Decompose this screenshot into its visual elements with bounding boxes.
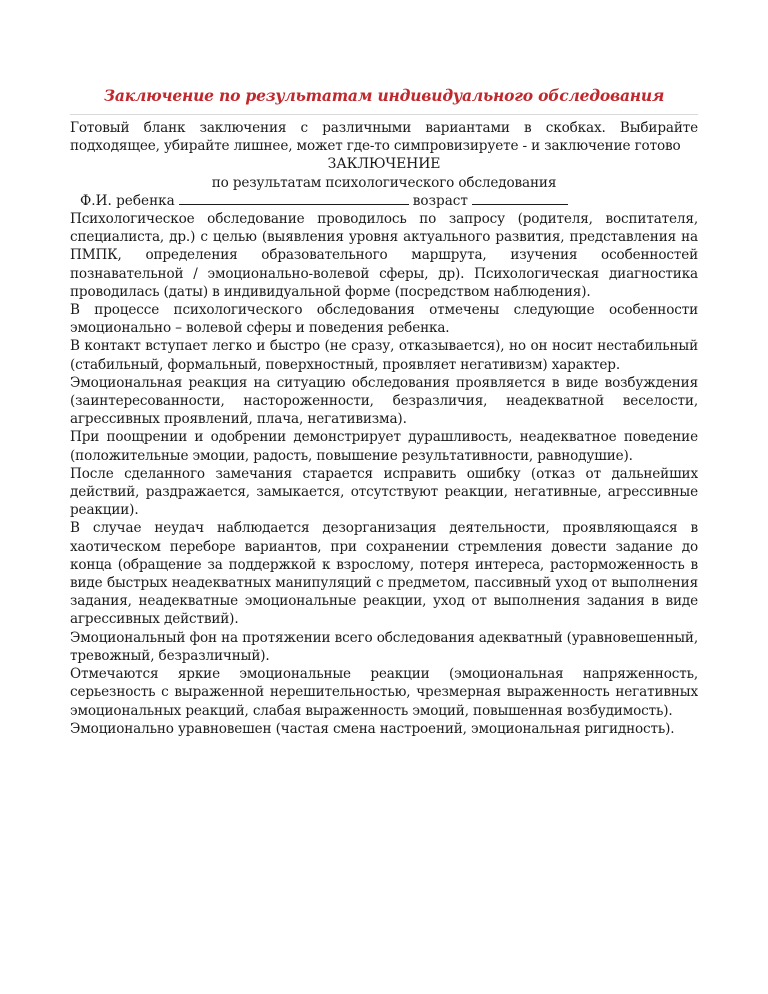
child-name-label: Ф.И. ребенка (80, 192, 175, 209)
paragraph-emotional-background: Эмоциональный фон на протяжении всего обследования адекватный (уравновешенный, тревожный, безразличный). (70, 629, 698, 664)
document-page (70, 86, 698, 738)
paragraph-features: В процессе психологического обследования отмечены следующие особенности эмоционально – волевой сферы и поведения ребенка. (70, 302, 698, 337)
conclusion-subheading: по результатам психологического обследования (211, 174, 557, 191)
paragraph-failure: В случае неудач наблюдается дезорганизация деятельности, проявляющаяся в хаотическом переборе вариантов, при сохранении стремления довести задание до конца (обращение за поддержкой к взрослому, потеря интереса, расторможенность в виде быстрых неадекватных манипуляций с предметом, пассивный уход от выполнения задания, неадекватные эмоциональные реакции, уход от выполнения задания в виде агрессивных действий). (70, 520, 698, 628)
paragraph-request: Психологическое обследование проводилось по запросу (родителя, воспитателя, специалиста, др.) с целью (выявления уровня актуального развития, представления на ПМПК, определения образовательного маршрута, изучения особенностей познавательной / эмоционально-волевой сферы, др). Психологическая диагностика проводилась (даты) в индивидуальной форме (посредством наблюдения). (70, 211, 698, 300)
paragraph-encouragement: При поощрении и одобрении демонстрирует дурашливость, неадекватное поведение (положительные эмоции, радость, повышение результативности, равнодушие). (70, 429, 698, 464)
age-label: возраст (412, 192, 468, 209)
paragraph-remark: После сделанного замечания старается исправить ошибку (отказ от дальнейших действий, раздражается, замыкается, отсутствуют реакции, негативные, агрессивные реакции). (70, 465, 698, 519)
paragraph-balance: Эмоционально уравновешен (частая смена настроений, эмоциональная ригидность). (70, 720, 675, 737)
paragraph-emotional-reaction: Эмоциональная реакция на ситуацию обследования проявляется в виде возбуждения (заинтересованности, настороженности, безразличия, неадекватной веселости, агрессивных проявлений, плача, негативизма). (70, 374, 698, 428)
child-name-blank[interactable] (179, 192, 409, 205)
document-title: Заключение по результатам индивидуального обследования (103, 86, 665, 105)
conclusion-heading: ЗАКЛЮЧЕНИЕ (327, 156, 441, 173)
intro-paragraph: Готовый бланк заключения с различными вариантами в скобках. Выбирайте подходящее, убирайте лишнее, может где-то симпровизируете - и заключение готово (70, 120, 698, 155)
child-name-age-line (70, 192, 698, 210)
paragraph-vivid-reactions: Отмечаются яркие эмоциональные реакции (эмоциональная напряженность, серьезность с выраженной нерешительностью, чрезмерная выраженность негативных эмоциональных реакций, слабая выраженность эмоций, повышенная возбудимость). (70, 666, 698, 719)
age-blank[interactable] (472, 192, 568, 205)
title-divider (70, 114, 698, 115)
paragraph-contact: В контакт вступает легко и быстро (не сразу, отказывается), но он носит нестабильный (стабильный, формальный, поверхностный, проявляет негативизм) характер. (70, 338, 698, 373)
